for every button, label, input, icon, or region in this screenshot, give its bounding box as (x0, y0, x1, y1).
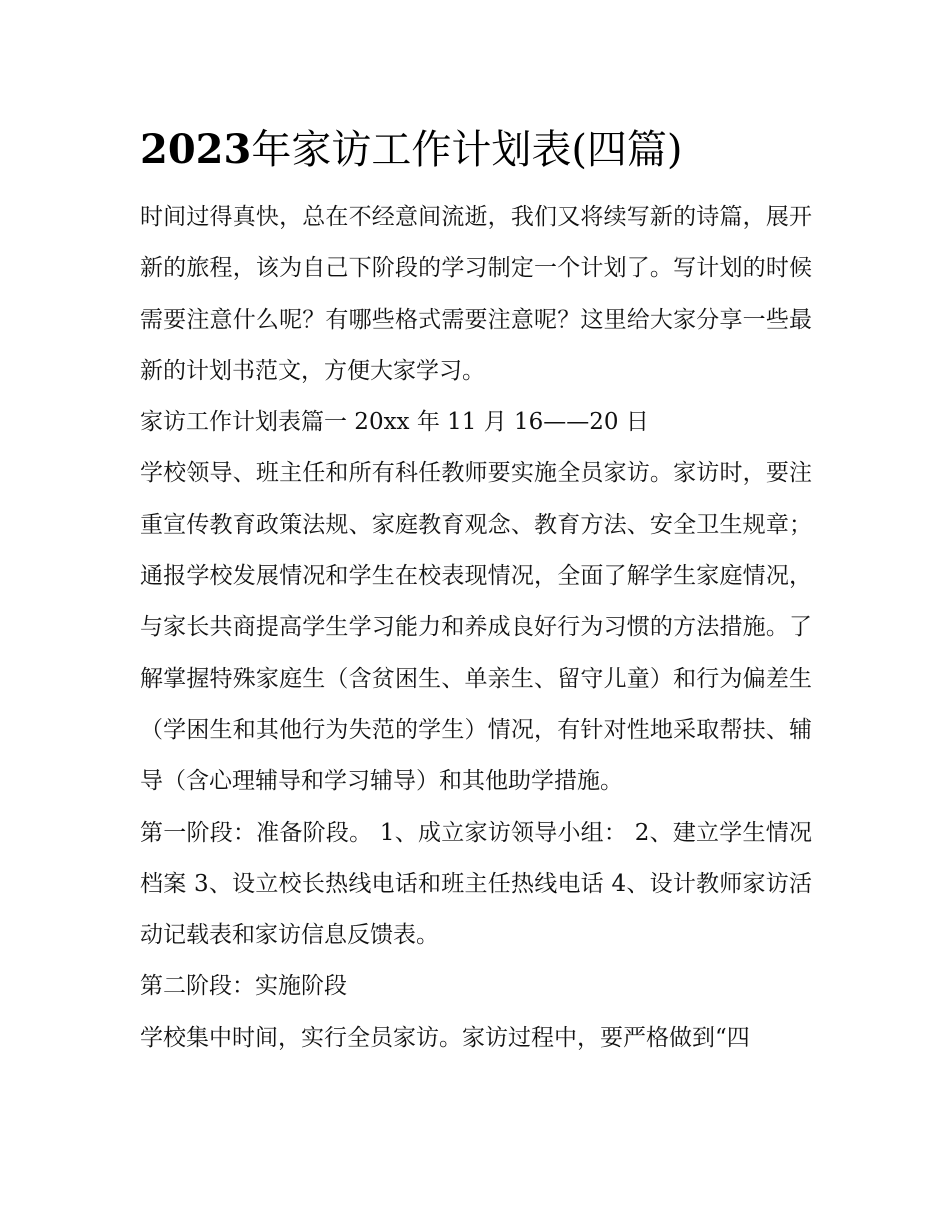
document-title (140, 118, 812, 182)
intro-paragraph: 时间过得真快，总在不经意间流逝，我们又将续写新的诗篇，展开新的旅程，该为自己下阶段的学习制定一个计划了。写计划的时候需要注意什么呢？有哪些格式需要注意呢？这里给大家分享一些最新的计划书范文，方便大家学习。 (140, 204, 812, 384)
title-year: 2023 (140, 126, 252, 173)
stage-two-heading: 第二阶段：实施阶段 (140, 973, 347, 1000)
document-page (140, 118, 812, 1064)
title-text: 年家访工作计划表(四篇) (251, 127, 683, 173)
section-heading-one: 家访工作计划表篇一 20xx 年 11 月 16——20 日 (140, 409, 649, 436)
stage-one-paragraph: 第一阶段：准备阶段。 1、成立家访领导小组： 2、建立学生情况档案 3、设立校长热线电话和班主任热线电话 4、设计教师家访活动记载表和家访信息反馈表。 (140, 819, 812, 949)
home-visit-paragraph: 学校领导、班主任和所有科任教师要实施全员家访。家访时，要注重宣传教育政策法规、家庭教育观念、教育方法、安全卫生规章；通报学校发展情况和学生在校表现情况，全面了解学生家庭情况，与家长共商提高学生学习能力和养成良好行为习惯的方法措施。了解掌握特殊家庭生（含贫困生、单亲生、留守儿童）和行为偏差生（学困生和其他行为失范的学生）情况，有针对性地采取帮扶、辅导（含心理辅导和学习辅导）和其他助学措施。 (140, 460, 812, 795)
document-body (140, 192, 812, 1064)
stage-two-paragraph: 学校集中时间，实行全员家访。家访过程中，要严格做到“四 (140, 1024, 750, 1051)
